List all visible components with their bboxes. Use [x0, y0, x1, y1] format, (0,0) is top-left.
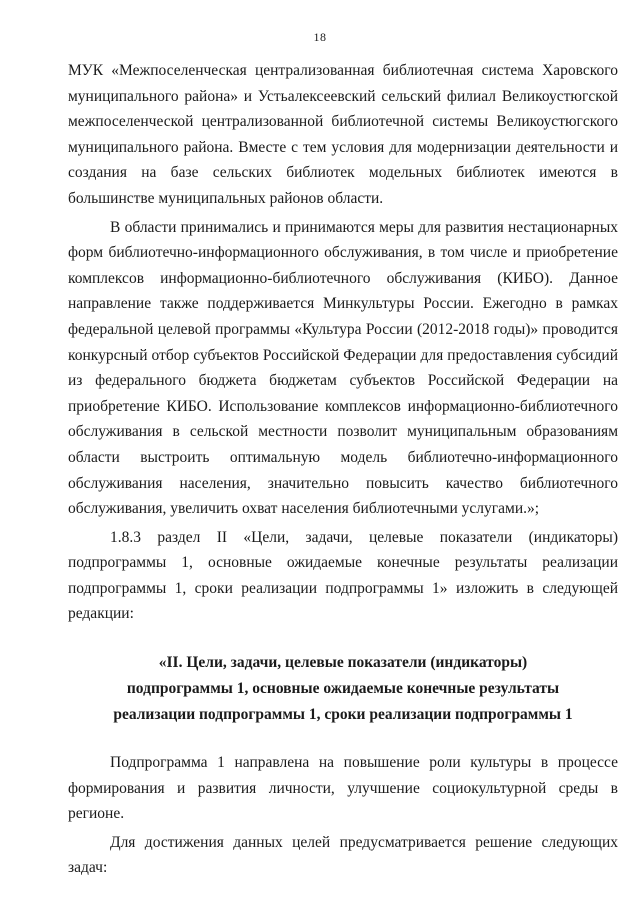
section-heading [68, 650, 618, 728]
paragraph-tasks-intro: Для достижения данных целей предусматривается решение следующих задач: [68, 833, 618, 877]
paragraph-continuation: МУК «Межпоселенческая централизованная библиотечная система Харовского муниципального района» и Устьалексеевский сельский филиал Великоустюгской межпоселенческой централизованной библиотечной системы Великоустюгского муниципального района. Вместе с тем условия для модернизации деятельности и создания на базе сельских библиотек модельных библиотек имеются в большинстве муниципальных районов области. [68, 62, 618, 207]
page-number: 18 [313, 30, 327, 44]
paragraph-kibo: В области принимались и принимаются меры для развития нестационарных форм библиотечно-информационного обслуживания, в том числе и приобретение комплексов информационно-библиотечного обслуживания (КИБО). Данное направление также поддерживается Минкультуры России. Ежегодно в рамках федеральной целевой программы «Культура России (2012-2018 годы)» проводится конкурсный отбор субъектов Российской Федерации для предоставления субсидий из федерального бюджета бюджетам субъектов Российской Федерации на приобретение КИБО. Использование комплексов информационно-библиотечного обслуживания в сельской местности позволит муниципальным образованиям области выстроить оптимальную модель библиотечно-информационного обслуживания населения, значительно повысить качество библиотечного обслуживания, увеличить охват населения библиотечными услугами.»; [68, 218, 618, 518]
document-body [68, 58, 618, 881]
paragraph-amendment: 1.8.3 раздел II «Цели, задачи, целевые показатели (индикаторы) подпрограммы 1, основные ожидаемые конечные результаты реализации подпрограммы 1, сроки реализации подпрограммы 1» изложить в следующей редакции: [68, 528, 618, 623]
section-heading-line: реализации подпрограммы 1, сроки реализации подпрограммы 1 [113, 706, 573, 724]
paragraph-purpose: Подпрограмма 1 направлена на повышение роли культуры в процессе формирования и развития личности, улучшение социокультурной среды в регионе. [68, 754, 618, 823]
section-heading-line: подпрограммы 1, основные ожидаемые конечные результаты [126, 680, 560, 698]
section-heading-line: «II. Цели, задачи, целевые показатели (индикаторы) [158, 654, 528, 672]
